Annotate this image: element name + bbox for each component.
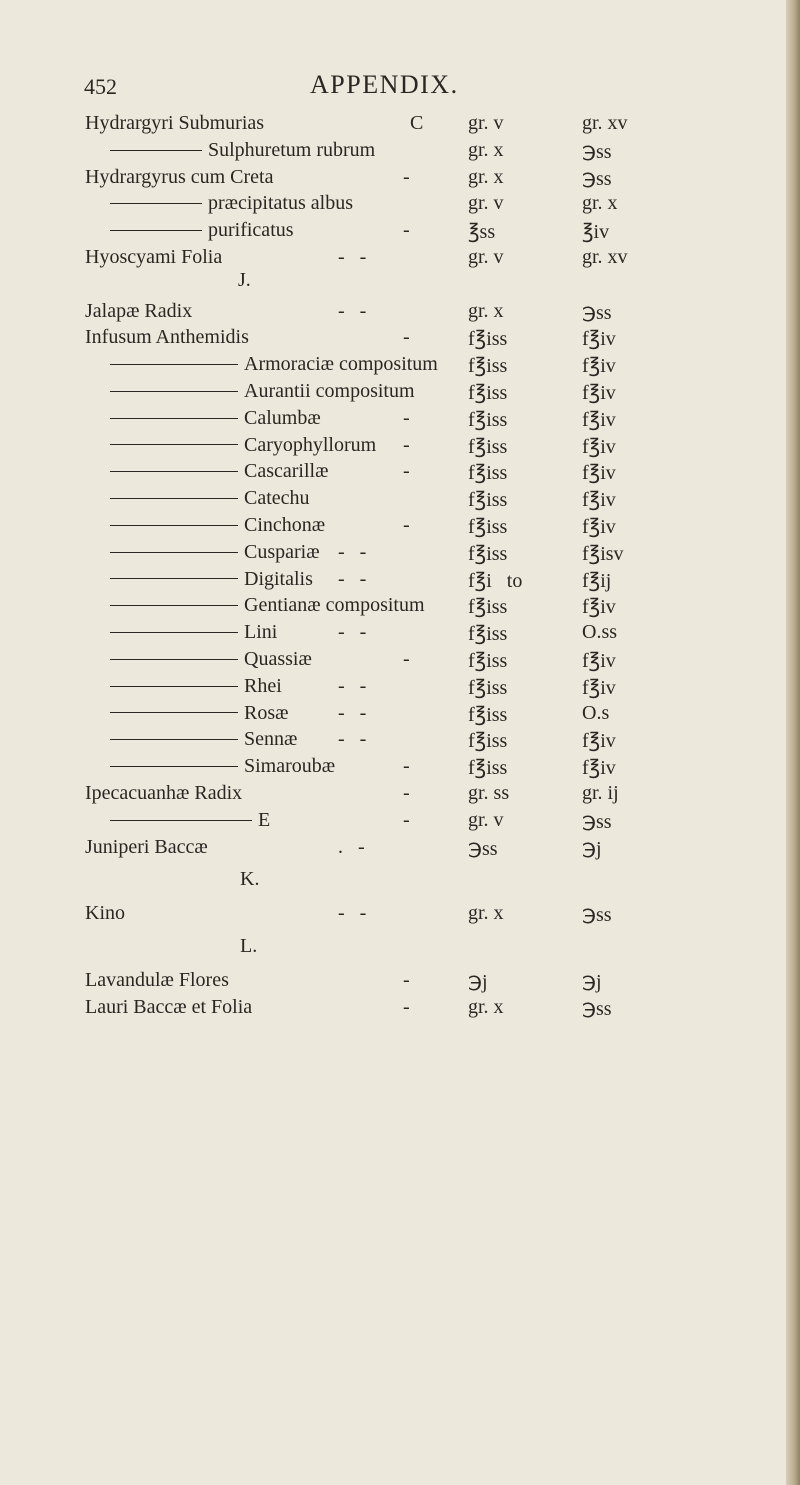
ditto-dash [110, 471, 238, 472]
table-row [0, 594, 800, 621]
dose-minimum: f℥iss [468, 355, 508, 378]
drug-name [110, 809, 270, 832]
dose-maximum: f℥ij [582, 569, 612, 592]
drug-name [110, 702, 288, 725]
drug-name [85, 902, 125, 925]
table-row [0, 246, 800, 273]
leader-mark: - [403, 165, 410, 188]
section-heading [0, 268, 800, 300]
leader-mark: . - [338, 835, 365, 858]
dose-minimum: f℥iss [468, 623, 508, 646]
table-row [0, 514, 800, 541]
table-row [0, 621, 800, 648]
dose-maximum: ℈j [582, 971, 602, 994]
drug-name [85, 996, 252, 1019]
dose-maximum: O.s [582, 701, 610, 724]
drug-name [85, 166, 273, 189]
dose-maximum: gr. ij [582, 781, 619, 804]
ditto-dash [110, 230, 202, 231]
table-row [0, 434, 800, 461]
dose-minimum: gr. x [468, 299, 504, 322]
leader-mark: - [403, 995, 410, 1018]
dose-minimum: f℥iss [468, 596, 508, 619]
dose-minimum: f℥iss [468, 435, 508, 458]
drug-name-text: Rosæ [244, 701, 289, 724]
ditto-dash [110, 364, 238, 365]
dose-maximum: f℥iv [582, 435, 616, 458]
dose-minimum: f℥iss [468, 730, 508, 753]
leader-mark: - - [338, 540, 367, 563]
leader-mark: - [403, 755, 410, 778]
table-row [0, 300, 800, 327]
leader-mark: - - [338, 674, 367, 697]
ditto-dash [110, 498, 238, 499]
section-letter: K. [240, 868, 260, 891]
dose-minimum: f℥iss [468, 489, 508, 512]
ditto-dash [110, 659, 238, 660]
table-row [0, 326, 800, 353]
table-row [0, 487, 800, 514]
ditto-dash [110, 686, 238, 687]
table-row [0, 192, 800, 219]
drug-name [110, 380, 415, 403]
drug-name [110, 594, 425, 617]
drug-name-text: E [258, 808, 271, 831]
drug-name-text: Cinchonæ [244, 513, 326, 536]
dose-maximum: ℈ss [582, 301, 612, 324]
drug-name-text: purificatus [208, 219, 294, 242]
dose-minimum: f℥iss [468, 381, 508, 404]
dose-maximum: gr. x [582, 192, 618, 215]
dose-maximum: f℥iv [582, 730, 616, 753]
dose-minimum: gr. v [468, 808, 504, 831]
drug-name [110, 621, 277, 644]
drug-name-text: Aurantii compositum [244, 379, 415, 402]
drug-name [85, 969, 229, 992]
drug-name [110, 139, 375, 162]
table-row [0, 675, 800, 702]
drug-name-text: Jalapæ Radix [85, 299, 193, 322]
leader-mark: C [410, 112, 424, 134]
drug-name [110, 675, 282, 698]
drug-name-text: Kino [85, 902, 125, 925]
leader-mark: - - [338, 701, 367, 724]
drug-name-text: Ipecacuanhæ Radix [85, 781, 243, 804]
ditto-dash [110, 418, 238, 419]
dose-minimum: gr. ss [468, 781, 510, 804]
drug-name-text: Hyoscyami Folia [85, 245, 223, 268]
drug-name-text: Cascarillæ [244, 460, 329, 483]
dose-minimum: f℥iss [468, 462, 508, 485]
dose-maximum: f℥iv [582, 596, 616, 619]
dose-minimum: gr. x [468, 902, 504, 925]
dose-maximum: ℈ss [582, 140, 612, 163]
drug-name-text: præcipitatus albus [208, 192, 353, 215]
section-heading [0, 862, 800, 902]
table-row [0, 648, 800, 675]
dose-maximum: f℥iv [582, 757, 616, 780]
drug-name-text: Armoraciæ compositum [244, 353, 438, 376]
drug-name [110, 192, 353, 215]
drug-name-text: Hydrargyri Submurias [85, 112, 265, 134]
ditto-dash [110, 632, 238, 633]
table-row [0, 380, 800, 407]
dose-minimum: ℈ss [468, 837, 498, 860]
dose-minimum: gr. x [468, 138, 504, 161]
dose-maximum: f℥iv [582, 381, 616, 404]
drug-name [110, 728, 297, 751]
drug-name [85, 836, 208, 859]
ditto-dash [110, 150, 202, 151]
leader-mark: - [403, 513, 410, 536]
drug-name-text: Lavandulæ Flores [85, 969, 229, 992]
ditto-dash [110, 712, 238, 713]
drug-name-text: Infusum Anthemidis [85, 326, 249, 349]
leader-mark: - [403, 969, 410, 992]
leader-mark: - [403, 781, 410, 804]
drug-name [110, 568, 313, 591]
ditto-dash [110, 444, 238, 445]
drug-name-text: Gentianæ compositum [244, 594, 425, 617]
leader-mark: - [403, 808, 410, 831]
drug-name-text: Rhei [244, 674, 282, 697]
dose-maximum: ℈ss [582, 904, 612, 927]
leader-mark: - [403, 326, 410, 349]
dose-maximum: f℥iv [582, 328, 616, 351]
drug-name-text: Simaroubæ [244, 755, 336, 778]
drug-name [110, 755, 335, 778]
dose-maximum: gr. xv [582, 112, 628, 134]
drug-name-text: Cuspariæ [244, 540, 320, 563]
leader-mark: - [403, 460, 410, 483]
drug-name [110, 353, 438, 376]
dose-minimum: gr. v [468, 192, 504, 215]
table-row [0, 969, 800, 996]
leader-mark: - - [338, 567, 367, 590]
dose-maximum: gr. xv [582, 245, 628, 268]
drug-name [85, 246, 222, 269]
leader-mark: - - [338, 621, 367, 644]
ditto-dash [110, 578, 238, 579]
dose-minimum: f℥iss [468, 515, 508, 538]
dose-maximum: f℥iv [582, 649, 616, 672]
leader-mark: - [403, 406, 410, 429]
section-letter: J. [238, 268, 251, 291]
ditto-dash [110, 525, 238, 526]
drug-name [85, 112, 264, 135]
dose-minimum: ℈j [468, 971, 488, 994]
drug-name-text: Juniperi Baccæ [85, 835, 208, 858]
dose-maximum: f℥iv [582, 355, 616, 378]
drug-name-text: Sulphuretum rubrum [208, 138, 376, 161]
dose-maximum: ℈ss [582, 167, 612, 190]
drug-name-text: Quassiæ [244, 647, 312, 670]
dose-minimum: f℥iss [468, 703, 508, 726]
section-heading [0, 929, 800, 969]
ditto-dash [110, 391, 238, 392]
drug-name-text: Caryophyllorum [244, 433, 377, 456]
drug-name [110, 514, 325, 537]
leader-mark: - - [338, 728, 367, 751]
dose-maximum: f℥iv [582, 515, 616, 538]
ditto-dash [110, 552, 238, 553]
drug-name [110, 219, 294, 242]
table-row [0, 407, 800, 434]
leader-mark: - - [338, 902, 367, 925]
table-row [0, 728, 800, 755]
ditto-dash [110, 203, 202, 204]
leader-mark: - - [338, 245, 367, 268]
drug-name-text: Lauri Baccæ et Folia [85, 995, 253, 1018]
dose-minimum: ℥ss [468, 221, 496, 244]
drug-name-text: Lini [244, 621, 278, 644]
drug-name [110, 407, 321, 430]
dose-maximum: ℈j [582, 837, 602, 860]
ditto-dash [110, 739, 238, 740]
page-number: 452 [84, 74, 117, 99]
table-row [0, 702, 800, 729]
table-row [0, 755, 800, 782]
table-row [0, 112, 800, 139]
table-row [0, 139, 800, 166]
table-row [0, 166, 800, 193]
drug-name-text: Digitalis [244, 567, 313, 590]
dose-minimum: gr. v [468, 245, 504, 268]
table-row [0, 809, 800, 836]
dose-maximum: f℥iv [582, 408, 616, 431]
dose-maximum: ℈ss [582, 810, 612, 833]
table-row [0, 460, 800, 487]
table-row [0, 782, 800, 809]
dose-maximum: f℥iv [582, 676, 616, 699]
dosage-table [0, 112, 800, 1023]
drug-name [110, 541, 320, 564]
ditto-dash [110, 820, 252, 821]
running-title: APPENDIX. [310, 70, 459, 99]
page-header [84, 66, 644, 106]
leader-mark: - [403, 219, 410, 242]
table-row [0, 219, 800, 246]
dose-minimum: f℥iss [468, 408, 508, 431]
drug-name-text: Calumbæ [244, 406, 321, 429]
dose-minimum: f℥i to [468, 569, 523, 592]
dose-maximum: ℈ss [582, 997, 612, 1020]
table-row [0, 541, 800, 568]
leader-mark: - [403, 647, 410, 670]
dose-minimum: gr. x [468, 165, 504, 188]
drug-name [85, 326, 249, 349]
dose-maximum: f℥iv [582, 489, 616, 512]
drug-name-text: Catechu [244, 487, 310, 510]
leader-mark: - [403, 433, 410, 456]
dose-minimum: gr. v [468, 112, 504, 134]
table-row [0, 353, 800, 380]
dose-maximum: O.ss [582, 621, 618, 644]
table-row [0, 902, 800, 929]
dose-maximum: f℥iv [582, 462, 616, 485]
ditto-dash [110, 766, 238, 767]
dose-minimum: gr. x [468, 995, 504, 1018]
drug-name [85, 782, 242, 805]
dose-maximum: f℥isv [582, 542, 624, 565]
dose-minimum: f℥iss [468, 757, 508, 780]
dose-minimum: f℥iss [468, 649, 508, 672]
section-letter: L. [240, 935, 258, 958]
dose-minimum: f℥iss [468, 676, 508, 699]
dose-minimum: f℥iss [468, 328, 508, 351]
drug-name [110, 434, 376, 457]
table-row [0, 996, 800, 1023]
ditto-dash [110, 605, 238, 606]
drug-name-text: Sennæ [244, 728, 298, 751]
table-row [0, 836, 800, 863]
drug-name [110, 648, 312, 671]
table-row [0, 568, 800, 595]
drug-name [110, 460, 328, 483]
drug-name [110, 487, 310, 510]
dose-minimum: f℥iss [468, 542, 508, 565]
dose-maximum: ℥iv [582, 221, 610, 244]
drug-name-text: Hydrargyrus cum Creta [85, 165, 274, 188]
leader-mark: - - [338, 299, 367, 322]
drug-name [85, 300, 192, 323]
